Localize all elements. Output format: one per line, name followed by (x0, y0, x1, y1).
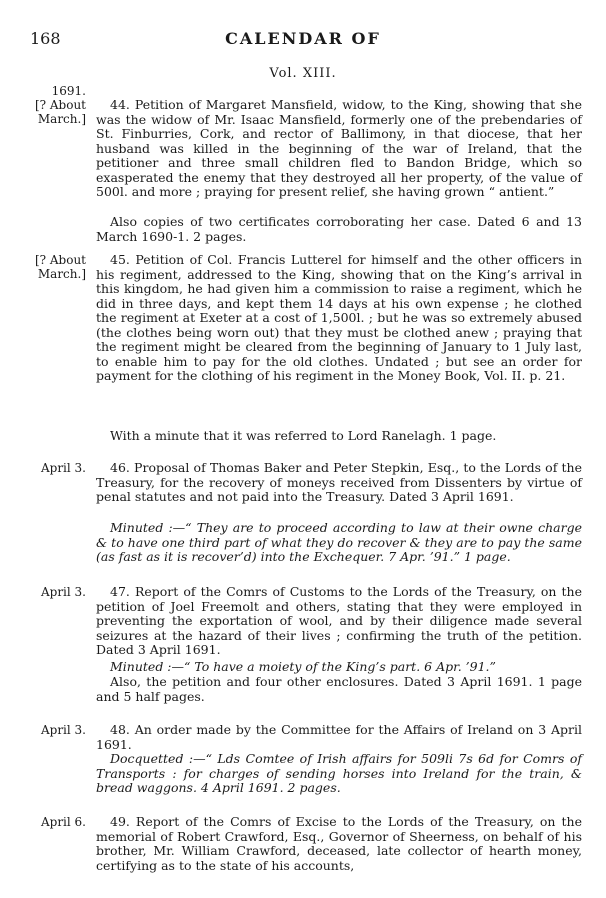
entry-47-date (28, 585, 86, 599)
entry-46-minute: Minuted :—“ They are to proceed according to law at their owne charge & to have one third part of what they do recover & they are to pay the same (as fast as it is recover’d) into the Exchequer. 7 Apr. ’91.” 1 page. (96, 520, 582, 564)
page-header (0, 24, 606, 52)
date-line: [? About (34, 98, 86, 112)
date-line: [? About (34, 253, 86, 267)
date-line: March.] (37, 112, 86, 126)
date-line: April 6. (40, 815, 86, 829)
page-number: 168 (30, 29, 61, 48)
date-line: April 3. (40, 585, 86, 599)
entry-46-text: 46. Proposal of Thomas Baker and Peter Stepkin, Esq., to the Lords of the Treasury, for the recovery of moneys received from Dissenters by virtue of penal statutes and not paid into the Treasury. Dated 3 April 1691. (96, 460, 582, 504)
entry-45-text: 45. Petition of Col. Francis Lutterel for himself and the other officers in his regiment, addressed to the King, showing that on the King’s arrival in this kingdom, he had given him a commission to raise a regiment, which he did in three days, and kept them 14 days at his own expense ; he clothed the regiment at Exeter at a cost of 1,500l. ; but he was so extremely abused (the clothes being worn out) that they must be clothed anew ; praying that the regiment might be cleared from the beginning of January to 1 July last, to enable him to pay for the old clothes. Undated ; but see an order for payment for the clothing of his regiment in the Money Book, Vol. II. p. 21. (96, 252, 582, 383)
entry-47-note: Also, the petition and four other enclosures. Dated 3 April 1691. 1 page and 5 half pages. (96, 674, 582, 704)
date-line: April 3. (40, 461, 86, 475)
entry-49-text: 49. Report of the Comrs of Excise to the Lords of the Treasury, on the memorial of Robert Crawford, Esq., Governor of Sheerness, on behalf of his brother, Mr. William Crawford, deceased, late collector of hearth money, certifying as to the state of his accounts, (96, 814, 582, 873)
entry-44-note: Also copies of two certificates corroborating her case. Dated 6 and 13 March 1690-1. 2 pages. (96, 214, 582, 244)
entry-46-date (28, 461, 86, 475)
date-line: April 3. (40, 723, 86, 737)
entry-48-text: 48. An order made by the Committee for the Affairs of Ireland on 3 April 1691. (96, 722, 582, 752)
entry-48-date (28, 723, 86, 737)
date-line: March.] (37, 267, 86, 281)
entry-47-minute: Minuted :—“ To have a moiety of the King’s part. 6 Apr. ’91.” (110, 659, 496, 674)
date-line: 1691. (51, 84, 86, 98)
entry-44-date (28, 84, 86, 126)
entry-44-text: 44. Petition of Margaret Mansfield, widow, to the King, showing that she was the widow of Mr. Isaac Mansfield, formerly one of the prebendaries of St. Finburries, Cork, and rector of Ballimony, in that diocese, that her husband was killed in the beginning of the war of Ireland, that the petitioner and three small children fled to Bandon Bridge, which so exasperated the enemy that they destroyed all her property, of the value of 500l. and more ; praying for present relief, she having grown “ antient.” (96, 97, 582, 199)
entry-49-date (28, 815, 86, 829)
volume-heading: Vol. XIII. (269, 66, 337, 81)
entry-45-note: With a minute that it was referred to Lord Ranelagh. 1 page. (110, 428, 497, 443)
entry-45-date (28, 253, 86, 281)
entry-48-docquet: Docquetted :—“ Lds Comtee of Irish affairs for 509li 7s 6d for Comrs of Transports : for charges of sending horses into Ireland for the train, & bread waggons. 4 April 1691. 2 pages. (96, 751, 582, 795)
running-title: CALENDAR OF (225, 29, 381, 48)
entry-47-text: 47. Report of the Comrs of Customs to the Lords of the Treasury, on the petition of Joel Freemolt and others, stating that they were employed in preventing the exportation of wool, and by their diligence made several seizures at the hazard of their lives ; confirming the truth of the petition. Dated 3 April 1691. (96, 584, 582, 657)
